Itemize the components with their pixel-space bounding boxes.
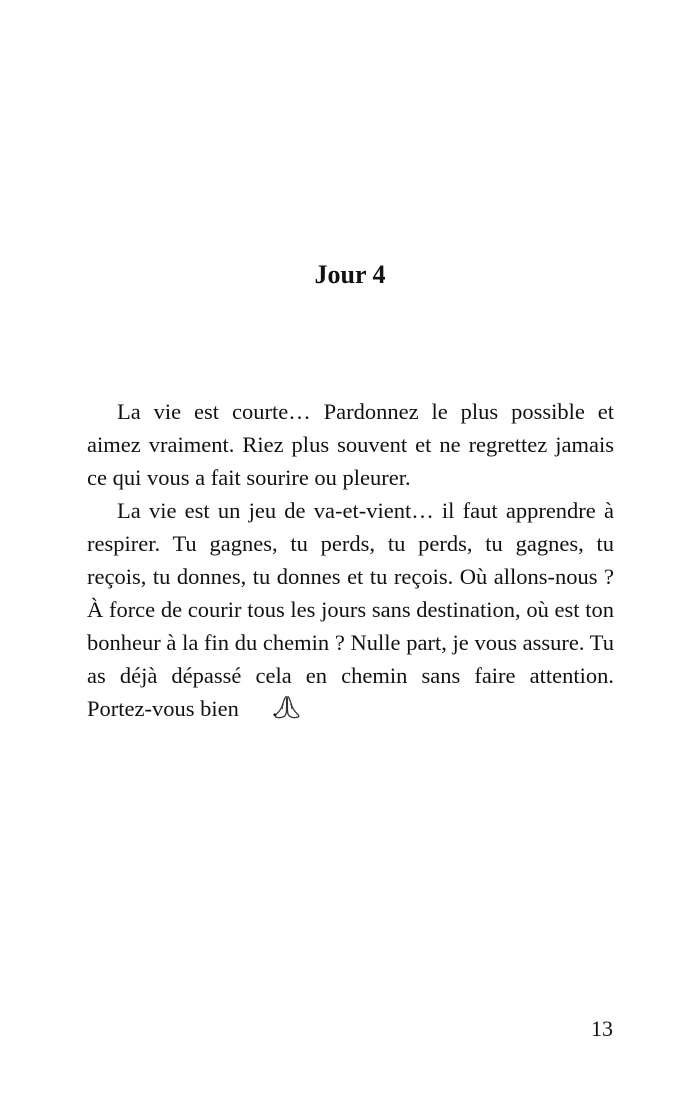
paragraph-2-text: La vie est un jeu de va-et-vient… il faut apprendre à respirer. Tu gagnes, tu perds, tu perds, tu gagnes, tu reçois, tu donnes, tu donnes et tu reçois. Où allons-nous ? À force de courir tous les jours sans destination, où est ton bonheur à la fin du chemin ? Nulle part, je vous assure. Tu as déjà dépassé cela en chemin sans faire attention. Portez-vous bien — [87, 498, 614, 721]
chapter-title: Jour 4 — [314, 260, 386, 289]
paragraph-1: La vie est courte… Pardonnez le plus possible et aimez vraiment. Riez plus souvent et ne regrettez jamais ce qui vous a fait sourire ou pleurer. — [87, 399, 614, 490]
page-number: 13 — [591, 1016, 613, 1041]
body-text — [87, 395, 614, 725]
folded-hands-icon — [242, 692, 272, 722]
closing-period: . — [271, 696, 278, 721]
paragraph-2 — [87, 494, 614, 725]
